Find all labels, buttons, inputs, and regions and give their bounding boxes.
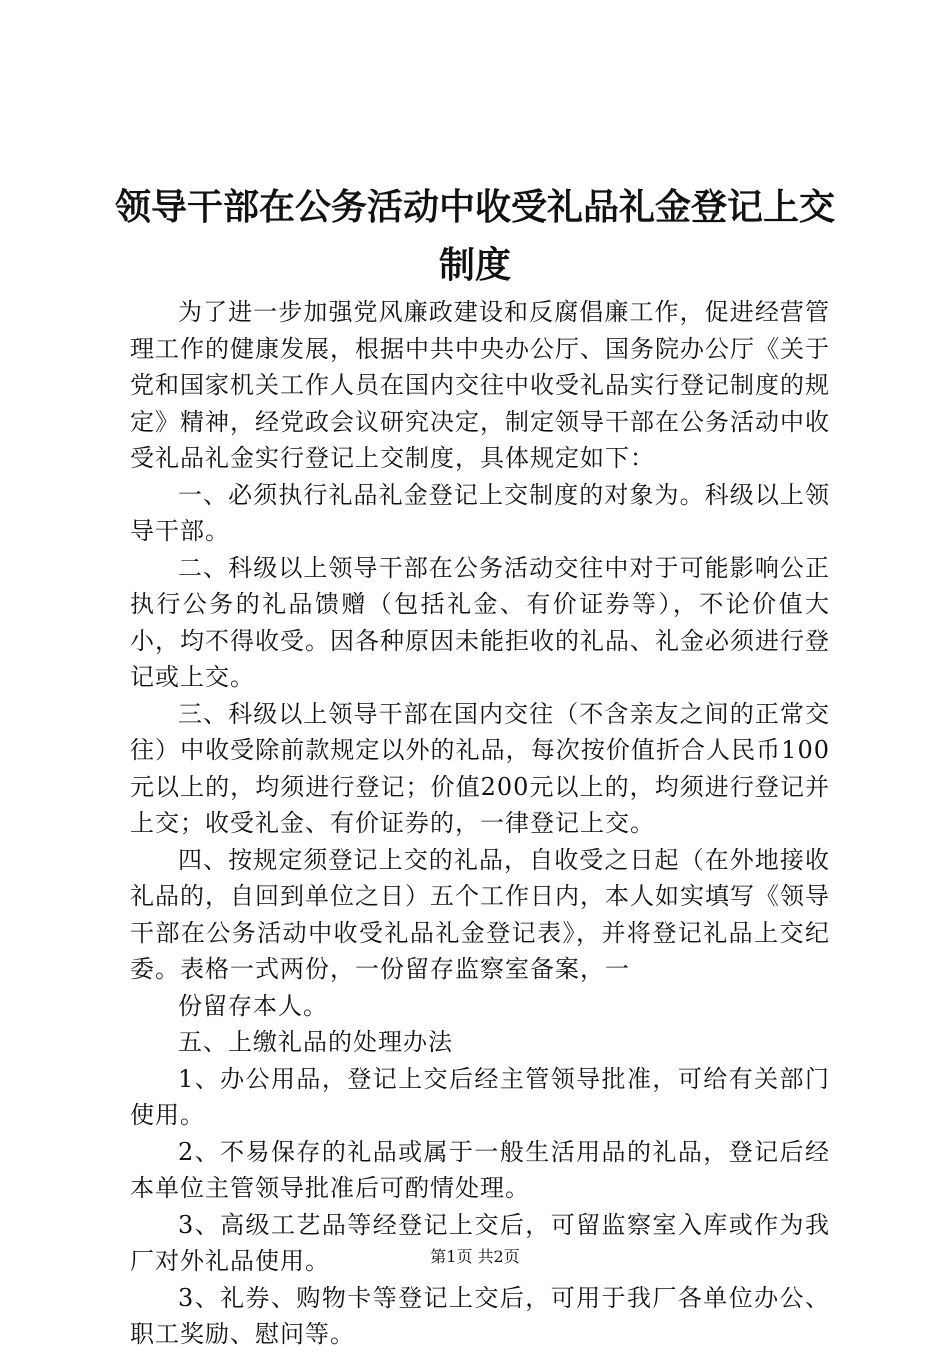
paragraph-intro: 为了进一步加强党风廉政建设和反腐倡廉工作，促进经营管理工作的健康发展，根据中共中央办公厅、国务院办公厅《关于党和国家机关工作人员在国内交往中收受礼品实行登记制度的规定》精神，经党政会议研究决定，制定领导干部在公务活动中收受礼品礼金实行登记上交制度，具体规定如下： [130,298,830,472]
paragraph-item-2: 2、不易保存的礼品或属于一般生活用品的礼品，登记后经本单位主管领导批准后可酌情处理。 [130,1137,830,1202]
paragraph-article-5: 五、上缴礼品的处理办法 [178,1028,453,1056]
paragraph-article-1: 一、必须执行礼品礼金登记上交制度的对象为。科级以上领导干部。 [130,480,830,545]
paragraph-item-3: 3、高级工艺品等经登记上交后，可留监察室入库或作为我厂对外礼品使用。 [130,1210,830,1275]
paragraph-article-4-continued: 份留存本人。 [178,991,328,1020]
document-body [130,294,830,1353]
page-footer: 第1页 共2页 [430,1247,520,1266]
document-title-line-2: 制度 [438,245,511,286]
document-title-line-1: 领导干部在公务活动中收受礼品礼金登记上交 [114,187,835,228]
paragraph-article-3: 三、科级以上领导干部在国内交往（不含亲友之间的正常交往）中收受除前款规定以外的礼品，每次按价值折合人民币100元以上的，均须进行登记；价值200元以上的，均须进行登记并上交；收受礼金、有价证券的，一律登记上交。 [130,699,830,837]
paragraph-article-4: 四、按规定须登记上交的礼品，自收受之日起（在外地接收礼品的，自回到单位之日）五个工作日内，本人如实填写《领导干部在公务活动中收受礼品礼金登记表》，并将登记礼品上交纪委。表格一式两份，一份留存监察室备案，一 [130,845,830,983]
paragraph-item-1: 1、办公用品，登记上交后经主管领导批准，可给有关部门使用。 [130,1064,830,1129]
paragraph-item-3b: 3、礼券、购物卡等登记上交后，可用于我厂各单位办公、职工奖励、慰问等。 [130,1283,830,1348]
paragraph-article-2: 二、科级以上领导干部在公务活动交往中对于可能影响公正执行公务的礼品馈赠（包括礼金、有价证券等），不论价值大小，均不得收受。因各种原因未能拒收的礼品、礼金必须进行登记或上交。 [130,553,830,691]
